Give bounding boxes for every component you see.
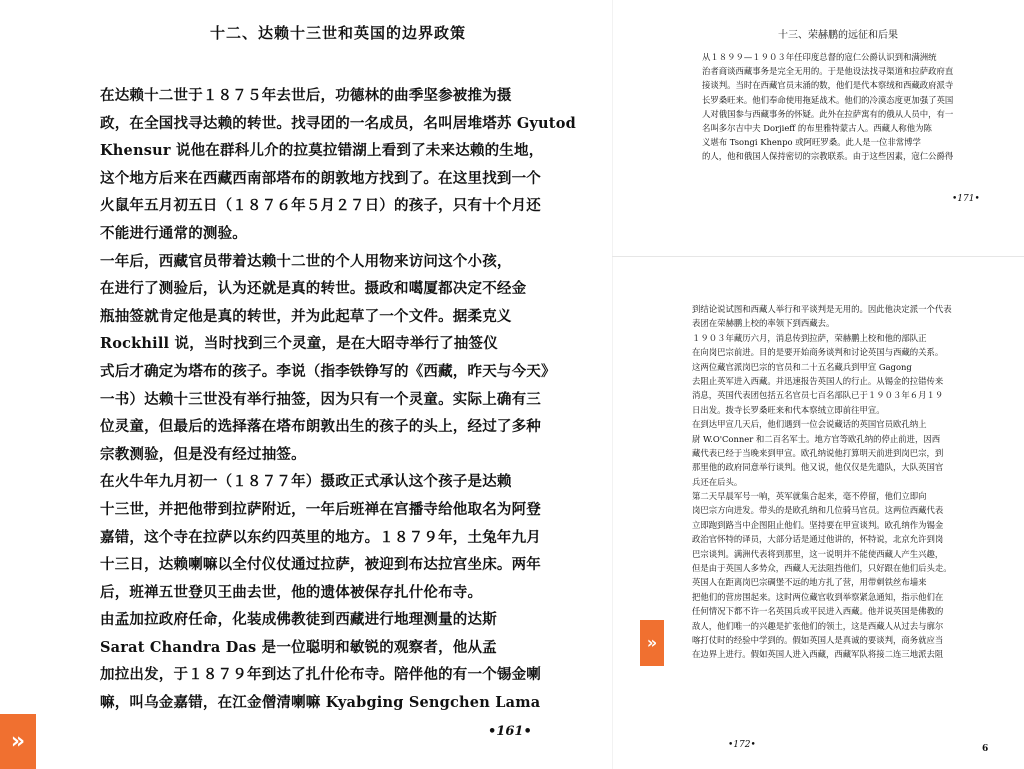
text-line: 从１８９９—１９０３年任印度总督的寇仁公爵认识到和满洲统 (702, 52, 937, 62)
text-line: 十三日，达赖喇嘛以全付仪仗通过拉萨，被迎到布达拉宫坐床。两年 (100, 556, 541, 574)
text-line: 名叫多尔吉中夫 Dorjieff 的布里雅特蒙古人。西藏人称他为陈 (702, 122, 932, 133)
right-bottom-page-body (692, 302, 992, 662)
text-line: 兵还在后头。 (692, 476, 743, 487)
text-line: 式后才确定为塔布的孩子。李说（指李铁铮写的《西藏，昨天与今天》 (100, 362, 556, 380)
text-line: 宗教测验，但是没有经过抽签。 (100, 445, 306, 463)
text-line: 接谈判。当时在西藏官员末涌的数，他们是代本察绒和西藏政府派寺 (702, 80, 954, 91)
text-line: 藏代表已经于当晚来到甲宣。欧孔纳说他打算明天前进到岗巴宗，到 (692, 447, 944, 458)
text-line: 人对俄国参与西藏事务的怀疑。此外在拉萨寓有的俄从人员中，有一 (702, 108, 954, 119)
right-bottom-page (652, 262, 1024, 769)
text-line: 巴宗谈判。满洲代表将到那里，这一说明并不能使西藏人产生兴趣， (692, 548, 944, 559)
text-line: 政治官怀特的译员，大部分话是通过他讲的，怀特说，北京允许到岗 (692, 534, 944, 545)
text-line: 把他们的营房围起来。这时两位藏官收到举察紧急通知，指示他们在 (692, 591, 944, 602)
text-line: 嘛，叫乌金嘉错，在江金僧清喇嘛 Kyabging Sengchen Lama (100, 694, 541, 712)
text-line: 这个地方后来在西藏西南部塔布的朗敦地方找到了。在这里找到一个 (100, 169, 541, 187)
text-line: 到结论说试图和西藏人举行和平谈判是无用的。因此他决定派一个代表 (692, 304, 952, 314)
text-line: 位灵童，但最后的选择落在塔布朗敦出生的孩子的头上，经过了多种 (100, 418, 541, 436)
text-line: Rockhill 说，当时找到三个灵童，是在大昭寺举行了抽签仪 (100, 335, 498, 353)
text-line: 立即跑到路当中企图阻止他们。坚持要在甲宣谈判。欧孔纳作为锡金 (692, 519, 944, 530)
text-line: 岗巴宗方向进发。带头的是欧孔纳和几位骑马官员。这两位西藏代表 (692, 505, 944, 516)
right-top-page-folio: •171• (952, 194, 980, 204)
prev-page-button[interactable]: » (0, 714, 36, 769)
text-line: 那里他的政府同意举行谈判。他又说，他仅仅是先遣队，大队英国官 (692, 462, 944, 473)
text-line: 消息，英国代表团包括五名官员七百名部队已于１９０３年６月１９ (692, 390, 944, 401)
text-line: 瓶抽签就肯定他是真的转世，并为此起草了一个文件。据柔克义 (100, 307, 512, 325)
text-line: 由孟加拉政府任命，化装成佛教徒到西藏进行地理测量的达斯 (100, 611, 497, 629)
text-line: 喀打仗时的经验中学到的。假如英国人是真诚的要谈判，商务就应当 (692, 634, 944, 645)
text-line: 英国人在距离岗巴宗碉堡不远的地方扎了营，用带刺铁丝布墙来 (692, 577, 927, 588)
text-line: 长罗桑旺来。他们奉命使用拖延战术。他们的冷漠态度更加强了英国 (702, 94, 954, 105)
left-page-body (100, 82, 580, 717)
right-top-page-body (702, 50, 1002, 164)
right-top-page-title: 十三、荣赫鹏的远征和后果 (778, 30, 898, 41)
text-line: 在向岗巴宗前进。目的是要开始商务谈判和讨论英国与西藏的关系。 (692, 347, 944, 358)
text-line: 日出发。拨寺长罗桑旺来和代本察绒立即前往甲宣。 (692, 404, 885, 415)
page-number: 6 (982, 744, 989, 754)
text-line: 义堪布 Tsongi Khenpo 或阿旺罗桑。此人是一位非常博学 (702, 137, 921, 148)
right-top-page (652, 8, 1024, 250)
text-line: 的人，他和俄国人保持密切的宗教联系。由于这些因素，寇仁公爵得 (702, 151, 954, 162)
text-line: 加拉出发，于１８７９年到达了扎什伦布寺。陪伴他的有一个锡金喇 (100, 666, 541, 684)
text-line: 一书）达赖十三世没有举行抽签，因为只有一个灵童。实际上确有三 (100, 390, 541, 408)
text-line: 在进行了测验后，认为还就是真的转世。摄政和噶厦都决定不经金 (100, 280, 527, 298)
text-line: １９０３年藏历六月，消息传到拉萨，荣赫鹏上校和他的部队正 (692, 332, 927, 343)
text-line: 在火牛年九月初一（１８７７年）摄政正式承认这个孩子是达赖 (100, 473, 512, 491)
text-line: 在达赖十二世于１８７５年去世后，功德林的曲季坚参被推为摄 (100, 87, 512, 104)
viewer-vertical-gap (612, 0, 613, 769)
text-line: 不能进行通常的测验。 (100, 224, 247, 242)
text-line: 在边界上进行。假如英国人进入西藏，西藏军队将接二连三地派去阻 (692, 649, 944, 660)
text-line: 但是由于英国人多势众，西藏人无法阻挡他们，只好跟在他们后头走。 (692, 563, 952, 574)
left-page (88, 8, 588, 760)
text-line: 嘉错，这个寺在拉萨以东约四英里的地方。１８７９年，土兔年九月 (100, 528, 541, 546)
text-line: 一年后，西藏官员带着达赖十二世的个人用物来访问这个小孩， (100, 252, 512, 270)
text-line: 治者商谈西藏事务是完全无用的。于是他设法找寻渠道和拉萨政府直 (702, 66, 954, 77)
text-line: 火鼠年五月初五日（１８７６年５月２７日）的孩子，只有十个月还 (100, 197, 541, 215)
right-bottom-page-folio: •172• (728, 740, 756, 750)
text-line: 表团在荣赫鹏上校的率领下到西藏去。 (692, 318, 835, 329)
left-page-folio: •161• (488, 724, 532, 739)
text-line: 去阻止英军进入西藏。并迅速报告英国人的行止。从锡金的拉错传来 (692, 375, 944, 386)
text-line: 十三世，并把他带到拉萨附近，一年后班禅在宫播寺给他取名为阿登 (100, 500, 541, 518)
left-page-title: 十二、达赖十三世和英国的边界政策 (209, 24, 466, 42)
next-page-button[interactable]: » (640, 620, 664, 666)
text-line: Khensur 说他在群科儿介的拉莫拉错湖上看到了未来达赖的生地， (100, 142, 544, 160)
text-line: Sarat Chandra Das 是一位聪明和敏锐的观察者，他从孟 (100, 638, 497, 656)
text-line: 后，班禅五世登贝王曲去世，他的遗体被保存扎什伦布寺。 (100, 583, 483, 601)
text-line: 政，在全国找寻达赖的转世。找寻团的一名成员，名叫居堆塔苏 Gyutod (100, 114, 576, 132)
text-line: 在到达甲宣几天后，他们遇到一位会说藏话的英国官员欧孔纳上 (692, 419, 927, 430)
text-line: 第二天早晨军号一响，英军就集合起来，毫不停留，他们立即向 (692, 491, 927, 502)
text-line: 尉 W.O'Conner 和二百名军士。地方官等欧孔纳的停止前进，因西 (692, 433, 941, 444)
text-line: 敌人，他们唯一的兴趣是扩张他们的领土，这是西藏人从过去与廓尔 (692, 620, 944, 631)
text-line: 任何情况下都不许一名英国兵或平民进入西藏。他并说英国是佛教的 (692, 606, 944, 617)
page-separator (612, 256, 1024, 257)
text-line: 这两位藏官派岗巴宗的官员和二十五名藏兵到甲宣 Gagong (692, 361, 912, 372)
